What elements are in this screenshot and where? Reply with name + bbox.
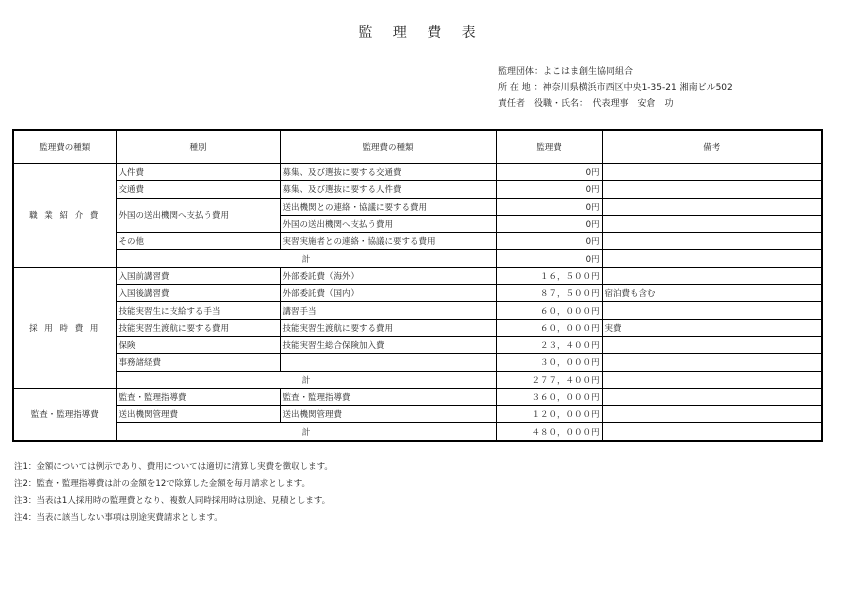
- cell-remarks: [602, 250, 822, 267]
- cell-amount: ３０，０００円: [496, 354, 602, 371]
- fee-table: [12, 129, 823, 442]
- cell-type: 入国後講習費: [116, 285, 280, 302]
- subtotal-label: 計: [116, 423, 496, 441]
- cell-remarks: [602, 388, 822, 405]
- cell-type: 技能実習生に支給する手当: [116, 302, 280, 319]
- cell-type: 保険: [116, 336, 280, 353]
- cell-amount: ６０，０００円: [496, 302, 602, 319]
- table-row: [13, 267, 822, 284]
- cell-kind: 監査・監理指導費: [280, 388, 496, 405]
- cell-remarks: [602, 406, 822, 423]
- cell-amount: 0円: [496, 233, 602, 250]
- category-job-introduction: 職 業 紹 介 費: [13, 164, 116, 268]
- cell-remarks: [602, 371, 822, 388]
- cell-remarks: 実費: [602, 319, 822, 336]
- org-address: 所 在 地 ：神奈川県横浜市西区中央1-35-21 湘南ビル502: [498, 83, 733, 93]
- cell-type: 外国の送出機関へ支払う費用: [116, 198, 280, 233]
- subtotal-label: 計: [116, 250, 496, 267]
- table-row: [13, 388, 822, 405]
- cell-type: 交通費: [116, 181, 280, 198]
- table-row: [13, 354, 822, 371]
- cell-amount: ３６０，０００円: [496, 388, 602, 405]
- cell-kind: 外部委託費（海外）: [280, 267, 496, 284]
- cell-amount: 0円: [496, 215, 602, 232]
- cell-remarks: [602, 302, 822, 319]
- cell-type: 入国前講習費: [116, 267, 280, 284]
- subtotal-label: 計: [116, 371, 496, 388]
- table-row: [13, 302, 822, 319]
- cell-remarks: [602, 354, 822, 371]
- organization-info: [498, 64, 733, 112]
- cell-kind: 送出機関管理費: [280, 406, 496, 423]
- table-row: [13, 198, 822, 215]
- table-row: [13, 233, 822, 250]
- header-remarks: 備考: [602, 130, 822, 164]
- header-type: 種別: [116, 130, 280, 164]
- note-item: 注2：監査・監理指導費は計の金額を12で除算した金額を毎月請求とします。: [14, 479, 311, 489]
- org-representative: 責任者 役職・氏名： 代表理事 安倉 功: [498, 99, 674, 109]
- cell-kind: 募集、及び選抜に要する交通費: [280, 164, 496, 181]
- header-row: [13, 130, 822, 164]
- table-row: [13, 406, 822, 423]
- subtotal-amount: ４８０，０００円: [496, 423, 602, 441]
- cell-type: 人件費: [116, 164, 280, 181]
- cell-type: 送出機関管理費: [116, 406, 280, 423]
- cell-remarks: [602, 164, 822, 181]
- cell-remarks: [602, 336, 822, 353]
- subtotal-row: [13, 250, 822, 267]
- cell-kind: 募集、及び選抜に要する人件費: [280, 181, 496, 198]
- cell-remarks: [602, 215, 822, 232]
- cell-remarks: [602, 423, 822, 441]
- cell-remarks: [602, 198, 822, 215]
- header-category: 監理費の種類: [13, 130, 116, 164]
- cell-kind: 技能実習生総合保険加入費: [280, 336, 496, 353]
- cell-kind: 外国の送出機関へ支払う費用: [280, 215, 496, 232]
- cell-kind: 送出機関との連絡・協議に要する費用: [280, 198, 496, 215]
- cell-type: 事務諸経費: [116, 354, 280, 371]
- notes: [14, 459, 333, 527]
- table-row: [13, 181, 822, 198]
- cell-type: 監査・監理指導費: [116, 388, 280, 405]
- cell-remarks: 宿泊費も含む: [602, 285, 822, 302]
- cell-kind: 外部委託費（国内）: [280, 285, 496, 302]
- subtotal-row: [13, 423, 822, 441]
- cell-amount: １６，５００円: [496, 267, 602, 284]
- subtotal-amount: 0円: [496, 250, 602, 267]
- cell-remarks: [602, 181, 822, 198]
- table-row: [13, 285, 822, 302]
- cell-amount: 0円: [496, 164, 602, 181]
- cell-kind: 実習実施者との連絡・協議に要する費用: [280, 233, 496, 250]
- cell-kind: 講習手当: [280, 302, 496, 319]
- cell-kind: 技能実習生渡航に要する費用: [280, 319, 496, 336]
- subtotal-amount: ２７７，４００円: [496, 371, 602, 388]
- cell-amount: ８７，５００円: [496, 285, 602, 302]
- header-amount: 監理費: [496, 130, 602, 164]
- cell-type: 技能実習生渡航に要する費用: [116, 319, 280, 336]
- note-item: 注4：当表に該当しない事項は別途実費請求とします。: [14, 513, 223, 523]
- category-audit: 監査・監理指導費: [13, 388, 116, 440]
- table-row: [13, 164, 822, 181]
- table-row: [13, 336, 822, 353]
- cell-amount: 0円: [496, 198, 602, 215]
- cell-type: その他: [116, 233, 280, 250]
- cell-amount: １２０，０００円: [496, 406, 602, 423]
- cell-remarks: [602, 267, 822, 284]
- cell-remarks: [602, 233, 822, 250]
- cell-kind: [280, 354, 496, 371]
- table-row: [13, 319, 822, 336]
- header-kind: 監理費の種類: [280, 130, 496, 164]
- cell-amount: ２３，４００円: [496, 336, 602, 353]
- org-group: 監理団体：よこはま創生協同組合: [498, 67, 634, 77]
- note-item: 注1：金額については例示であり、費用については適切に清算し実費を徴収します。: [14, 462, 333, 472]
- page-title: 監 理 費 表: [358, 25, 484, 41]
- subtotal-row: [13, 371, 822, 388]
- cell-amount: ６０，０００円: [496, 319, 602, 336]
- cell-amount: 0円: [496, 181, 602, 198]
- category-hiring: 採 用 時 費 用: [13, 267, 116, 388]
- note-item: 注3：当表は1人採用時の監理費となり、複数人同時採用時は別途、見積とします。: [14, 496, 331, 506]
